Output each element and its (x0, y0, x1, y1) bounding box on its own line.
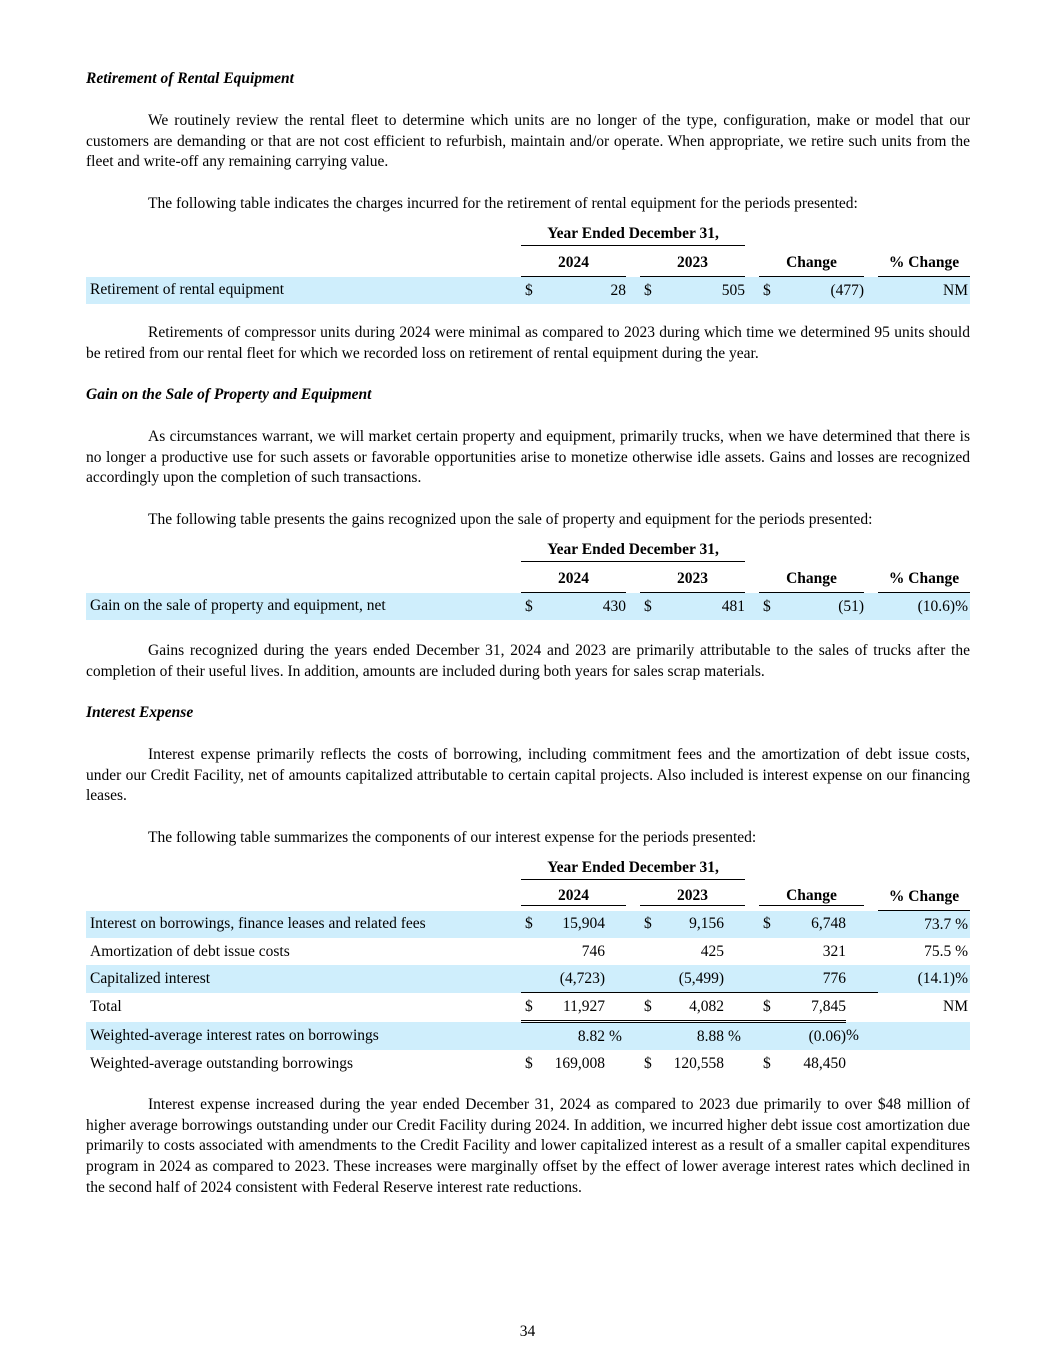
interest-table (86, 856, 970, 1077)
value-pct-change (878, 1050, 970, 1077)
value-pct-change: NM (878, 277, 970, 305)
percent-suffix: % (846, 1022, 878, 1051)
value-2024: 8.82 (541, 1022, 605, 1051)
row-label: Interest on borrowings, finance leases and related fees (86, 911, 521, 939)
currency-symbol: $ (759, 993, 779, 1022)
col-header-change: Change (759, 565, 864, 593)
row-label: Amortization of debt issue costs (90, 942, 290, 960)
value-change: 776 (779, 965, 846, 993)
value-2023: 4,082 (660, 993, 724, 1022)
value-pct-change: 73.7 % (878, 911, 970, 939)
period-header: Year Ended December 31, (521, 225, 745, 246)
interest-intro-paragraph: Interest expense primarily reflects the costs of borrowing, including commitment fees and the amortization of debt issue costs, under our Credit Facility, net of amounts capitalized attributable to certain capital projects. Also included is interest expense on our financing leases. (86, 746, 970, 805)
value-2023: 481 (660, 593, 745, 621)
value-change: (0.06) (779, 1022, 846, 1051)
retirement-table (86, 222, 970, 304)
currency-symbol: $ (640, 593, 660, 621)
value-2023: 9,156 (660, 911, 724, 939)
row-label: Weighted-average outstanding borrowings (90, 1054, 354, 1072)
currency-symbol: $ (521, 593, 541, 621)
value-2023: 8.88 (660, 1022, 724, 1051)
interest-explanation-paragraph: Interest expense increased during the year ended December 31, 2024 as compared to 2023 due primarily to over $48 million of higher average borrowings outstanding under our Credit Facility during 2024. In addition, we incurred higher debt issue cost amortization due primarily to costs associated with amendments to the Credit Facility and lower capitalized interest as a result of a smaller capital expenditures program in 2024 as compared to 2023. These increases were marginally offset by the effect of lower average interest rates which declined in the second half of 2024 consistent with Federal Reserve interest rate reductions. (86, 1096, 970, 1196)
table-row (86, 277, 970, 305)
retirement-intro-paragraph: We routinely review the rental fleet to determine which units are no longer of the type, configuration, make or model that our customers are demanding or that are not cost efficient to refurbish, maintain and/or operate. When appropriate, we retire such units from the fleet and write-off any remaining carrying value. (86, 112, 970, 171)
currency-symbol: $ (521, 993, 541, 1022)
section-heading-retirement: Retirement of Rental Equipment (86, 70, 294, 87)
value-2024: 15,904 (541, 911, 605, 939)
value-change: 7,845 (779, 993, 846, 1022)
col-header-pct-change: % Change (878, 249, 970, 277)
col-header-2024: 2024 (521, 565, 626, 593)
currency-symbol: $ (521, 911, 541, 939)
value-change: 6,748 (779, 911, 846, 939)
row-label: Total (90, 998, 122, 1015)
gain-table-intro: The following table presents the gains recognized upon the sale of property and equipment for the periods presented: (148, 511, 873, 528)
table-row-total (86, 993, 970, 1022)
retirement-explanation-paragraph: Retirements of compressor units during 2024 were minimal as compared to 2023 during which time we determined 95 units should be retired from our rental fleet for which we recorded loss on retirement of rental equipment during the year. (86, 324, 970, 362)
value-pct-change (878, 1022, 970, 1051)
table-row (86, 965, 970, 993)
value-2024: (4,723) (541, 965, 605, 993)
page-number: 34 (519, 1323, 536, 1340)
currency-symbol: $ (763, 1054, 771, 1072)
col-header-change: Change (759, 249, 864, 277)
value-change: 321 (822, 942, 847, 960)
currency-symbol: $ (759, 593, 779, 621)
currency-symbol: $ (759, 911, 779, 939)
currency-symbol: $ (640, 993, 660, 1022)
value-2023: 120,558 (673, 1054, 724, 1072)
gain-explanation-paragraph: Gains recognized during the years ended December 31, 2024 and 2023 are primarily attributable to the sales of trucks after the completion of their useful lives. In addition, amounts are included during both years for sales scrap materials. (86, 642, 970, 680)
section-heading-interest: Interest Expense (86, 704, 194, 721)
value-pct-change: NM (943, 998, 969, 1015)
percent-suffix: % (605, 1022, 640, 1051)
table-row (86, 1022, 970, 1051)
col-header-2023: 2023 (640, 565, 745, 593)
value-2024: 28 (541, 277, 626, 305)
currency-symbol: $ (759, 277, 779, 305)
col-header-2024: 2024 (521, 887, 626, 906)
col-header-pct-change: % Change (878, 883, 970, 911)
period-header: Year Ended December 31, (521, 859, 745, 880)
col-header-pct-change: % Change (878, 565, 970, 593)
table-row (86, 938, 970, 965)
currency-symbol: $ (644, 1054, 652, 1072)
currency-symbol: $ (640, 277, 660, 305)
gain-intro-paragraph: As circumstances warrant, we will market certain property and equipment, primarily trucks, when we have determined that there is no longer a productive use for such assets or favorable opportunities arise to monetize otherwise idle assets. Gains and losses are recognized accordingly upon the completion of such transactions. (86, 428, 970, 487)
col-header-2023: 2023 (640, 249, 745, 277)
table-row (86, 593, 970, 621)
value-2024: 430 (541, 593, 626, 621)
col-header-2023: 2023 (640, 887, 745, 906)
table-row (86, 1050, 970, 1077)
currency-symbol: $ (640, 911, 660, 939)
gain-table (86, 538, 970, 620)
value-2024: 169,008 (554, 1054, 605, 1072)
value-2023: (5,499) (660, 965, 724, 993)
value-change: 48,450 (803, 1054, 847, 1072)
currency-symbol: $ (521, 277, 541, 305)
row-label: Retirement of rental equipment (86, 277, 521, 305)
value-2023: 505 (660, 277, 745, 305)
period-header: Year Ended December 31, (521, 541, 745, 562)
value-2024: 746 (581, 942, 605, 960)
value-2024: 11,927 (541, 993, 605, 1022)
currency-symbol: $ (525, 1054, 533, 1072)
value-pct-change: (14.1)% (878, 965, 970, 993)
col-header-change: Change (759, 887, 864, 906)
interest-table-intro: The following table summarizes the components of our interest expense for the periods presented: (148, 829, 757, 846)
row-label: Gain on the sale of property and equipment, net (86, 593, 521, 621)
col-header-2024: 2024 (521, 249, 626, 277)
value-2023: 425 (700, 942, 724, 960)
value-pct-change: (10.6)% (878, 593, 970, 621)
row-label: Capitalized interest (86, 965, 521, 993)
percent-suffix: % (724, 1022, 759, 1051)
section-heading-gain: Gain on the Sale of Property and Equipment (86, 386, 372, 403)
value-change: (51) (779, 593, 864, 621)
row-label: Weighted-average interest rates on borrowings (86, 1022, 521, 1051)
value-change: (477) (779, 277, 864, 305)
value-pct-change: 75.5 % (924, 942, 969, 960)
table-row (86, 911, 970, 939)
retirement-table-intro: The following table indicates the charges incurred for the retirement of rental equipment for the periods presented: (148, 195, 858, 212)
